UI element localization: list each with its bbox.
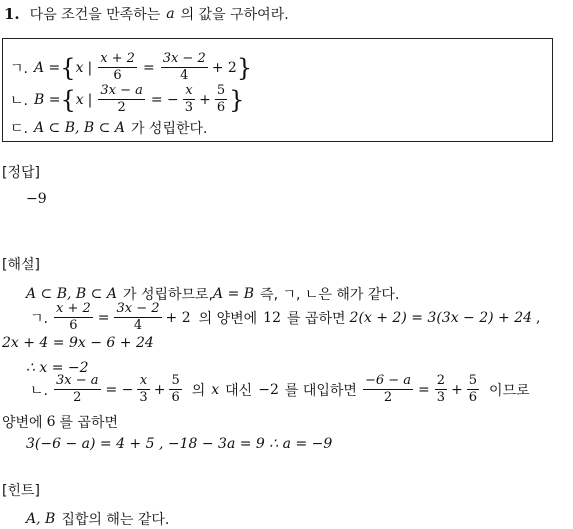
explanation-line-3: 2x + 4 = 9x − 6 + 24	[2, 335, 154, 351]
explanation-text: 대신	[225, 382, 253, 399]
condition-3-label: ㄷ.	[10, 121, 28, 137]
explanation-math: −2	[258, 381, 279, 398]
explanation-label: ㄴ.	[30, 382, 48, 399]
explanation-equals: =	[97, 309, 110, 326]
explanation-equals: = −	[105, 381, 134, 398]
condition-1-label: ㄱ.	[10, 60, 28, 77]
explanation-text: 이므로	[489, 382, 530, 399]
explanation-fraction: $\frac{5}{6}$	[171, 373, 180, 405]
condition-1-x: x	[75, 59, 84, 76]
condition-2-plus: +	[199, 91, 211, 108]
explanation-label: ㄱ.	[30, 310, 48, 327]
hint-text: 집합의 해는 같다.	[61, 512, 170, 528]
explanation-text: 양변에	[2, 415, 43, 431]
explanation-text: 를 곱하면	[286, 310, 346, 327]
problem-number: 1.	[4, 5, 20, 23]
hint-line	[26, 509, 169, 529]
problem-variable: a	[166, 6, 175, 22]
answer-heading: [정답]	[2, 165, 40, 181]
explanation-fraction: $\frac{5}{6}$	[468, 373, 478, 405]
explanation-fraction: $\frac{2}{3}$	[436, 373, 446, 405]
explanation-math: + 2	[165, 309, 191, 326]
condition-2-label: ㄴ.	[10, 92, 28, 109]
explanation-math: +	[451, 381, 463, 398]
open-brace: {	[60, 85, 76, 114]
hint-math: A, B	[26, 511, 56, 527]
condition-2	[10, 84, 244, 115]
explanation-fraction: $\frac{3x - 2}{4}$	[116, 301, 160, 333]
explanation-line-5	[30, 374, 530, 405]
condition-2-equals: = −	[150, 91, 179, 108]
explanation-math: x	[211, 381, 220, 398]
condition-3-math: A ⊂ B, B ⊂ A	[33, 120, 125, 136]
condition-1-fraction-2: $\frac{3x - 2}{4}$	[162, 51, 206, 83]
explanation-heading: [해설]	[2, 257, 40, 273]
explanation-math: 6	[46, 414, 56, 430]
explanation-fraction: $\frac{-6 - a}{2}$	[364, 373, 412, 405]
answer-value: −9	[26, 191, 47, 207]
condition-2-set: B =	[33, 91, 61, 108]
explanation-text: 가 성립하므로,	[122, 287, 214, 303]
condition-1-tail: + 2	[211, 59, 237, 76]
explanation-line-2	[30, 302, 541, 333]
condition-3-text: 가 성립한다.	[130, 121, 208, 137]
explanation-text: 를 곱하면	[59, 415, 119, 431]
problem-statement	[4, 4, 289, 24]
problem-text-after: 의 값을 구하여라.	[180, 7, 289, 23]
condition-2-bar: |	[87, 91, 93, 108]
condition-3	[10, 118, 207, 138]
condition-1-bar: |	[87, 59, 93, 76]
explanation-math: 12	[263, 309, 281, 326]
explanation-text: 를 대입하면	[284, 382, 357, 399]
condition-1	[10, 52, 252, 83]
close-brace: }	[229, 85, 245, 114]
condition-1-set: A =	[33, 59, 61, 76]
explanation-text: 즉, ㄱ, ㄴ은 해가 같다.	[260, 287, 400, 303]
condition-2-x: x	[75, 91, 84, 108]
explanation-fraction: $\frac{x}{3}$	[139, 373, 148, 405]
explanation-math: A ⊂ B, B ⊂ A	[26, 286, 117, 302]
condition-2-fraction-2: $\frac{x}{3}$	[184, 83, 194, 115]
explanation-line-6	[2, 412, 118, 432]
explanation-text: 의	[191, 382, 206, 399]
problem-text-before: 다음 조건을 만족하는	[29, 7, 161, 23]
explanation-fraction: $\frac{x + 2}{6}$	[55, 301, 91, 333]
explanation-line-4: ∴ x = −2	[26, 360, 89, 376]
condition-1-fraction-1: $\frac{x + 2}{6}$	[100, 51, 135, 83]
explanation-math: +	[153, 381, 166, 398]
explanation-equals: =	[418, 381, 430, 398]
condition-1-equals: =	[142, 59, 155, 76]
open-brace: {	[60, 53, 76, 82]
explanation-line-7: 3(−6 − a) = 4 + 5 , −18 − 3a = 9 ∴ a = −9	[26, 436, 333, 452]
explanation-math: A = B	[213, 286, 255, 302]
explanation-math: ,	[536, 309, 541, 326]
condition-2-fraction-3: $\frac{5}{6}$	[216, 83, 226, 115]
explanation-math: 2(x + 2) = 3(3x − 2) + 24	[349, 309, 533, 326]
explanation-fraction: $\frac{3x - a}{2}$	[55, 373, 99, 405]
hint-heading: [힌트]	[2, 483, 40, 499]
condition-2-fraction-1: $\frac{3x - a}{2}$	[100, 83, 143, 115]
close-brace: }	[236, 53, 253, 82]
explanation-text: 의 양변에	[198, 310, 258, 327]
